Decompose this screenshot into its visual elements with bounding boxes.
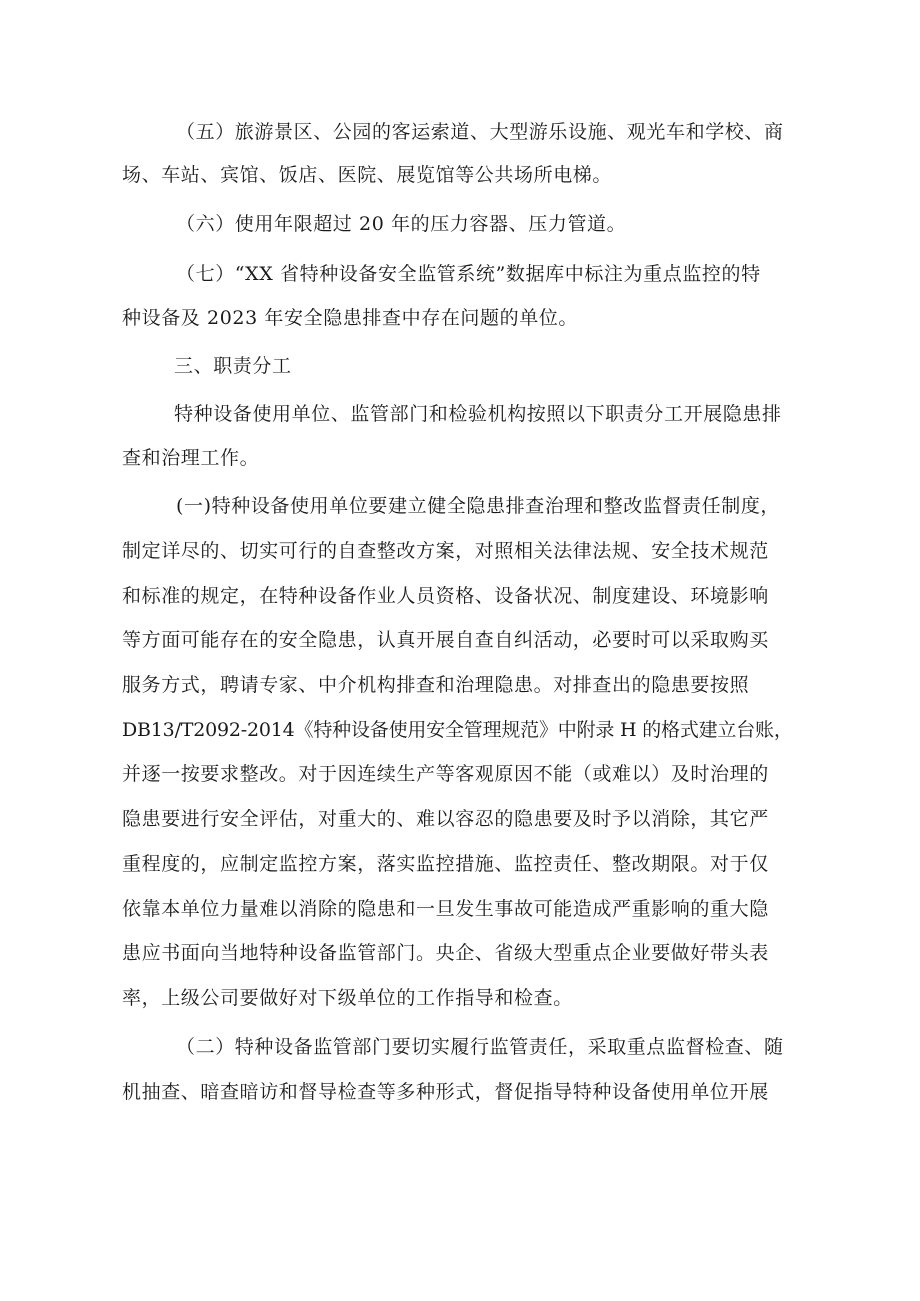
text-line: （七）“XX 省特种设备安全监管系统”数据库中标注为重点监控的特: [176, 263, 761, 285]
text-line: (一)特种设备使用单位要建立健全隐患排查治理和整改监督责任制度，: [176, 495, 781, 517]
text-line: 患应书面向当地特种设备监管部门。央企、省级大型重点企业要做好带头表: [122, 942, 769, 964]
text-line: 机抽查、暗查暗访和督导检查等多种形式，督促指导特种设备使用单位开展: [122, 1081, 769, 1103]
text-line: （六）使用年限超过 20 年的压力容器、压力管道。: [176, 213, 627, 235]
text-line: （五）旅游景区、公园的客运索道、大型游乐设施、观光车和学校、商: [176, 121, 784, 143]
text-line: 查和治理工作。: [122, 447, 260, 469]
text-line: 特种设备使用单位、监管部门和检验机构按照以下职责分工开展隐患排: [174, 403, 782, 425]
section-heading: 三、职责分工: [174, 355, 292, 377]
text-line: 重程度的，应制定监控方案，落实监控措施、监控责任、整改期限。对于仅: [122, 853, 769, 875]
text-line: 制定详尽的、切实可行的自查整改方案，对照相关法律法规、安全技术规范: [122, 540, 769, 562]
text-line: 隐患要进行安全评估，对重大的、难以容忍的隐患要及时予以消除，其它严: [122, 808, 769, 830]
text-line: 场、车站、宾馆、饭店、医院、展览馆等公共场所电梯。: [122, 164, 613, 186]
text-line: 服务方式，聘请专家、中介机构排查和治理隐患。对排查出的隐患要按照: [122, 674, 750, 696]
text-line: 等方面可能存在的安全隐患，认真开展自查自纠活动，必要时可以采取购买: [122, 629, 769, 651]
text-line: 率，上级公司要做好对下级单位的工作指导和检查。: [122, 987, 573, 1009]
text-line: 依靠本单位力量难以消除的隐患和一旦发生事故可能造成严重影响的重大隐: [122, 898, 769, 920]
text-line: 和标准的规定，在特种设备作业人员资格、设备状况、制度建设、环境影响: [122, 585, 769, 607]
text-line: DB13/T2092-2014《特种设备使用安全管理规范》中附录 H 的格式建立台账，: [122, 719, 793, 741]
text-line: （二）特种设备监管部门要切实履行监管责任，采取重点监督检查、随: [176, 1036, 784, 1058]
text-line: 并逐一按要求整改。对于因连续生产等客观原因不能（或难以）及时治理的: [122, 763, 769, 785]
text-line: 种设备及 2023 年安全隐患排查中存在问题的单位。: [122, 307, 579, 329]
